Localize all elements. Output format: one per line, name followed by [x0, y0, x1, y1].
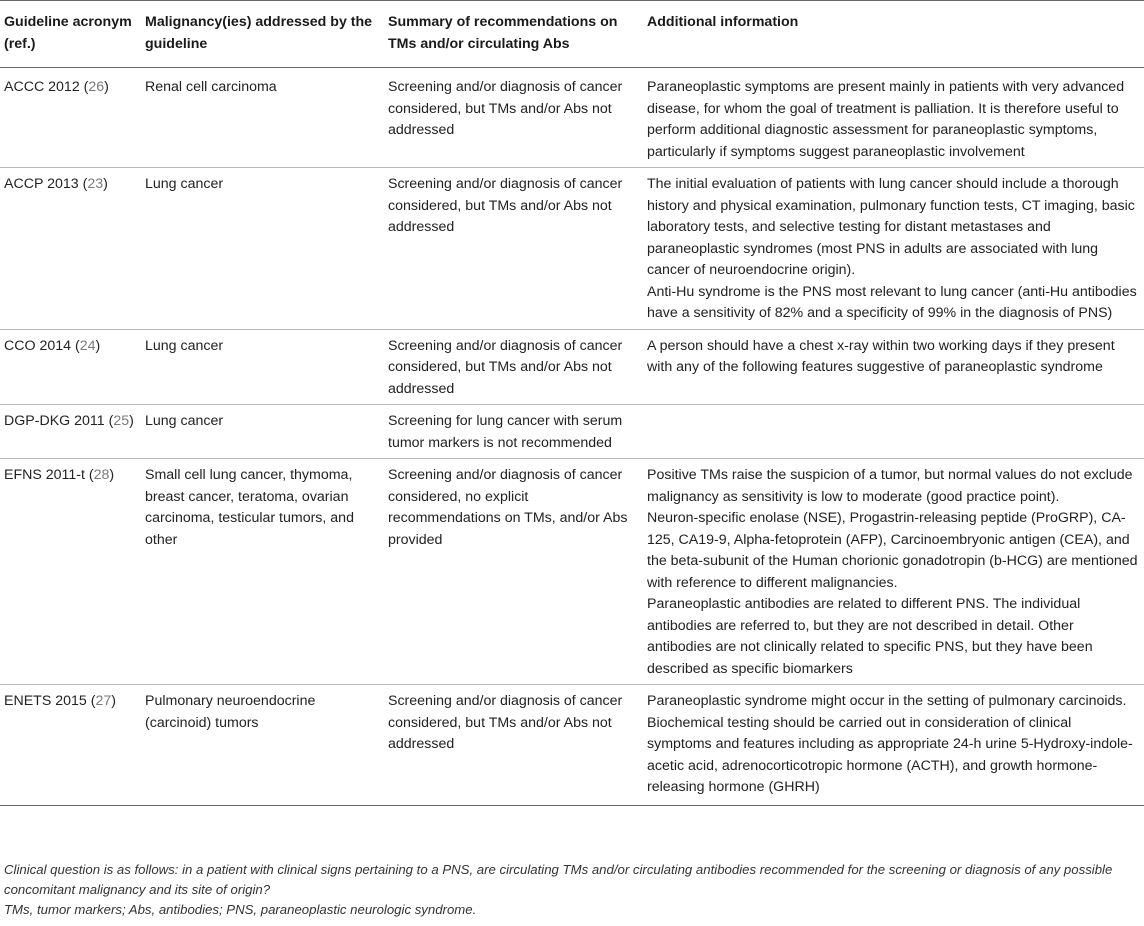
additional-info-cell [643, 459, 1144, 685]
header-row [0, 1, 1144, 68]
additional-info-cell [643, 168, 1144, 330]
info-paragraph: Paraneoplastic symptoms are present mainly in patients with very advanced disease, for whom the goal of treatment is palliation. It is therefore useful to perform additional diagnostic assessment for paraneoplastic symptoms, particularly if symptoms suggest paraneoplastic involvement [647, 79, 1125, 160]
reference-link[interactable]: 24 [79, 337, 96, 354]
reference-link[interactable]: 23 [87, 176, 104, 192]
footnote-clinical-question: Clinical question is as follows: in a patient with clinical signs pertaining to a PNS, are circulating TMs and/or circulating antibodies recommended for the screening or diagnosis of any possible concomitant malignancy and its site of origin? [4, 862, 1113, 897]
info-paragraph: Anti-Hu syndrome is the PNS most relevant to lung cancer (anti-Hu antibodies have a sensitivity of 82% and a specificity of 99% in the diagnosis of PNS) [647, 283, 1137, 321]
info-paragraph: Positive TMs raise the suspicion of a tumor, but normal values do not exclude malignancy as sensitivity is low to moderate (good practice point). [647, 467, 1133, 505]
table-row [0, 459, 1144, 685]
reference-link[interactable]: 27 [95, 693, 112, 709]
guideline-acronym: CCO 2014 [4, 337, 72, 354]
table-footnotes [4, 860, 1140, 920]
guideline-acronym: DGP-DKG 2011 [4, 413, 105, 429]
info-paragraph: A person should have a chest x-ray within two working days if they present with any of the following features suggestive of paraneoplastic syndrome [647, 337, 1115, 375]
malignancy-cell: Renal cell carcinoma [141, 68, 384, 168]
info-paragraph: Neuron-specific enolase (NSE), Progastrin-releasing peptide (ProGRP), CA-125, CA19-9, Alpha-fetoprotein (AFP), Carcinoembryonic antigen (CEA), and the beta-subunit of the Human chorionic gonadotropin (b-HCG) are mentioned with reference to different malignancies. [647, 510, 1138, 591]
header-additional-info: Additional information [643, 1, 1144, 68]
guideline-acronym: ACCP 2013 [4, 176, 79, 192]
malignancy-cell: Small cell lung cancer, thymoma, breast cancer, teratoma, ovarian carcinoma, testicular tumors, and other [141, 459, 384, 685]
table-row [0, 329, 1144, 405]
guideline-cell: CCO 2014 (24) [0, 329, 141, 405]
additional-info-cell [643, 685, 1144, 806]
summary-cell: Screening and/or diagnosis of cancer considered, but TMs and/or Abs not addressed [384, 168, 643, 330]
additional-info-cell [643, 68, 1144, 168]
table-body [0, 68, 1144, 806]
summary-cell: Screening for lung cancer with serum tumor markers is not recommended [384, 405, 643, 459]
guideline-acronym: ACCC 2012 [4, 79, 80, 95]
malignancy-cell: Lung cancer [141, 168, 384, 330]
header-malignancy: Malignancy(ies) addressed by the guideline [141, 1, 384, 68]
info-paragraph: Paraneoplastic syndrome might occur in the setting of pulmonary carcinoids. Biochemical testing should be carried out in consideration of clinical symptoms and features including as appropriate 24-h urine 5-Hydroxy-indole-acetic acid, adrenocorticotropic hormone (ACTH), and growth hormone-releasing hormone (GHRH) [647, 693, 1133, 795]
malignancy-cell: Pulmonary neuroendocrine (carcinoid) tumors [141, 685, 384, 806]
guideline-cell: EFNS 2011-t (28) [0, 459, 141, 685]
summary-cell: Screening and/or diagnosis of cancer considered, no explicit recommendations on TMs, and/or Abs provided [384, 459, 643, 685]
additional-info-cell [643, 329, 1144, 405]
reference-link[interactable]: 28 [93, 467, 110, 483]
footnote-abbreviations: TMs, tumor markers; Abs, antibodies; PNS, paraneoplastic neurologic syndrome. [4, 902, 477, 917]
header-guideline: Guideline acronym (ref.) [0, 1, 141, 68]
additional-info-cell [643, 405, 1144, 459]
guideline-cell: ACCC 2012 (26) [0, 68, 141, 168]
table-row [0, 405, 1144, 459]
summary-cell: Screening and/or diagnosis of cancer considered, but TMs and/or Abs not addressed [384, 68, 643, 168]
table-row [0, 68, 1144, 168]
header-summary: Summary of recommendations on TMs and/or circulating Abs [384, 1, 643, 68]
summary-cell: Screening and/or diagnosis of cancer considered, but TMs and/or Abs not addressed [384, 329, 643, 405]
summary-cell: Screening and/or diagnosis of cancer considered, but TMs and/or Abs not addressed [384, 685, 643, 806]
malignancy-cell: Lung cancer [141, 329, 384, 405]
table-header [0, 1, 1144, 68]
guideline-cell: ENETS 2015 (27) [0, 685, 141, 806]
table-row [0, 168, 1144, 330]
info-paragraph: The initial evaluation of patients with lung cancer should include a thorough history and physical examination, pulmonary function tests, CT imaging, basic laboratory tests, and selective testing for distant metastases and paraneoplastic syndromes (most PNS in adults are associated with lung cancer of neuroendocrine origin). [647, 176, 1135, 278]
reference-link[interactable]: 26 [88, 79, 105, 95]
guideline-cell: ACCP 2013 (23) [0, 168, 141, 330]
malignancy-cell: Lung cancer [141, 405, 384, 459]
guideline-acronym: EFNS 2011-t [4, 467, 85, 483]
guideline-acronym: ENETS 2015 [4, 693, 87, 709]
table-row [0, 685, 1144, 806]
info-paragraph: Paraneoplastic antibodies are related to different PNS. The individual antibodies are referred to, but they are not described in detail. Other antibodies are not clinically related to specific PNS, but they have been described as specific biomarkers [647, 596, 1093, 677]
guideline-cell: DGP-DKG 2011 (25) [0, 405, 141, 459]
reference-link[interactable]: 25 [113, 413, 130, 429]
